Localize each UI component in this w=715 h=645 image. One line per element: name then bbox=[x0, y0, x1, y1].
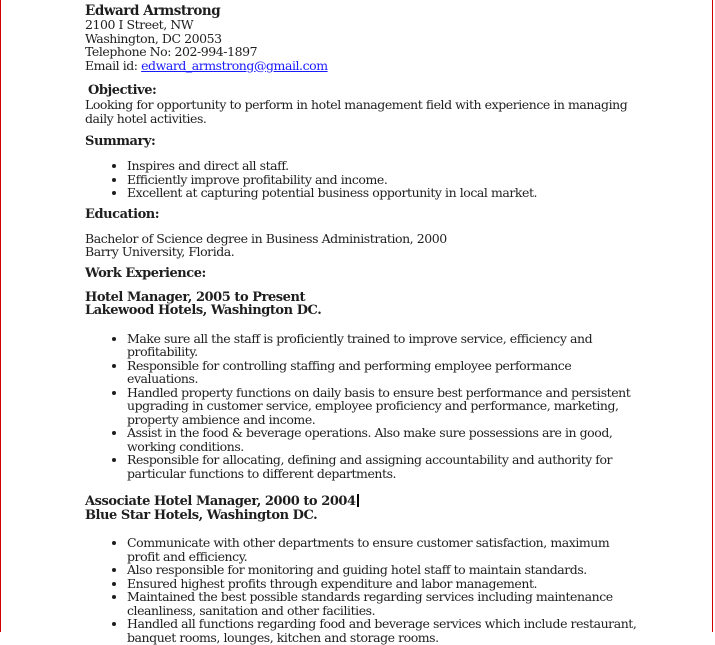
objective-text: Looking for opportunity to perform in hotel management field with experience in managing daily hotel activities. bbox=[85, 97, 628, 126]
job-title: Associate Hotel Manager, 2000 to 2004 bbox=[85, 494, 356, 509]
list-item: • Handled property functions on daily basis to ensure best performance and persistent upgrading in customer service, employee proficiency and performance, marketing, property ambience and income. bbox=[127, 386, 645, 427]
list-item: • Handled all functions regarding food and beverage services which include restaurant, banquet rooms, lounges, kitchen and storage rooms. bbox=[127, 617, 645, 644]
contact-block bbox=[85, 4, 645, 72]
resume-content bbox=[85, 4, 645, 644]
job-duties-list bbox=[85, 332, 645, 481]
list-item: • Communicate with other departments to ensure customer satisfaction, maximum profit and efficiency. bbox=[127, 536, 645, 563]
objective-heading: Objective: bbox=[88, 83, 157, 98]
email-link[interactable]: edward_armstrong@gmail.com bbox=[141, 57, 328, 73]
summary-list bbox=[85, 159, 645, 200]
summary-heading: Summary: bbox=[85, 134, 156, 149]
email-label: Email id: bbox=[85, 57, 142, 73]
list-item: • Maintained the best possible standards regarding services including maintenance cleanliness, sanitation and other facilities. bbox=[127, 590, 645, 617]
list-item: • Excellent at capturing potential business opportunity in local market. bbox=[127, 186, 645, 200]
education-school: Barry University, Florida. bbox=[85, 244, 235, 259]
text-cursor bbox=[357, 494, 359, 507]
list-item: • Responsible for controlling staffing and performing employee performance evaluations. bbox=[127, 359, 645, 386]
list-item: • Assist in the food & beverage operations. Also make sure possessions are in good, working conditions. bbox=[127, 426, 645, 453]
list-item: • Responsible for allocating, defining and assigning accountability and authority for particular functions to different departments. bbox=[127, 453, 645, 480]
list-item: • Ensured highest profits through expenditure and labor management. bbox=[127, 577, 645, 591]
job-duties-list bbox=[85, 536, 645, 644]
person-name: Edward Armstrong bbox=[85, 3, 221, 19]
city-address: Washington, DC 20053 bbox=[85, 30, 222, 46]
job-title-2-line bbox=[85, 494, 645, 509]
list-item: • Also responsible for monitoring and guiding hotel staff to maintain standards. bbox=[127, 563, 645, 577]
job-company: Blue Star Hotels, Washington DC. bbox=[85, 507, 318, 523]
education-heading: Education: bbox=[85, 206, 160, 222]
work-heading: Work Experience: bbox=[85, 265, 206, 281]
job-company: Lakewood Hotels, Washington DC. bbox=[85, 303, 322, 318]
education-degree: Bachelor of Science degree in Business Administration, 2000 bbox=[85, 230, 447, 246]
email-line bbox=[85, 59, 645, 73]
street-address: 2100 I Street, NW bbox=[85, 17, 194, 32]
list-item: • Make sure all the staff is proficiently trained to improve service, efficiency and profitability. bbox=[127, 332, 645, 359]
job-title: Hotel Manager, 2005 to Present bbox=[85, 289, 306, 305]
phone-number: Telephone No: 202-994-1897 bbox=[85, 44, 258, 59]
list-item: • Inspires and direct all staff. bbox=[127, 159, 645, 173]
list-item: • Efficiently improve profitability and income. bbox=[127, 173, 645, 187]
